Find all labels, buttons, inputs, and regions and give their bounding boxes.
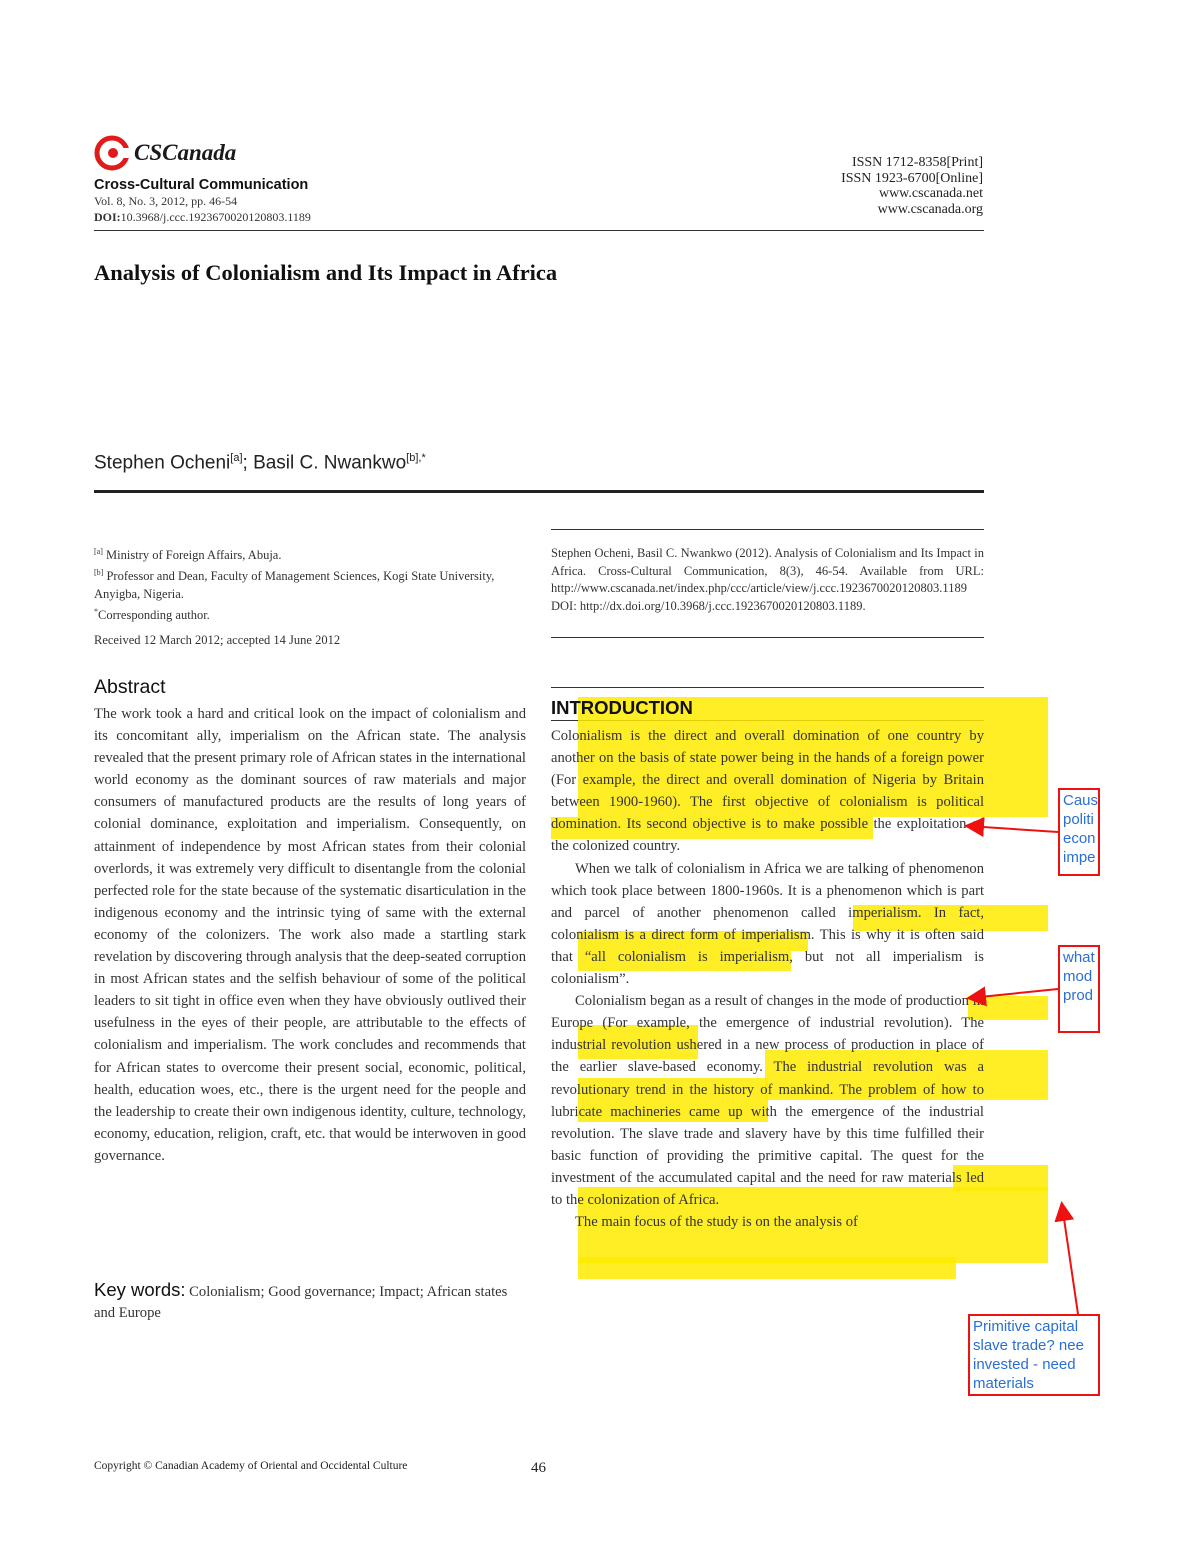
received-date: Received 12 March 2012; accepted 14 June 2012 xyxy=(94,633,341,647)
intro-paragraph-3: Colonialism began as a result of changes in the mode of production in Europe (For example, the emergence of industrial revolution). The industrial revolution ushered in a new process of production in place of the earlier slave-based economy. The industrial revolution was a revolutionary trend in the history of mankind. The problem of how to lubricate machineries came up with the emergence of the industrial revolution. The slave trade and slavery have by this time fulfilled their basic function of providing the primitive capital. The quest for the investment of the accumulated capital and the need for raw materials led to the colonization of Africa. xyxy=(551,993,984,1208)
page-number: 46 xyxy=(531,1460,546,1476)
author-1-sup: [a] xyxy=(230,452,243,464)
author-2: Basil C. Nwankwo xyxy=(253,452,407,474)
brand-name: CSCanada xyxy=(134,140,237,165)
author-line: Stephen Ocheni[a]; Basil C. Nwankwo$^{[b],*}$ xyxy=(94,452,426,474)
corresponding-note: *Corresponding author. xyxy=(94,607,210,623)
citation-text: Stephen Ocheni, Basil C. Nwankwo (2012). Analysis of Colonialism and Its Impact in Africa. Cross-Cultural Communication, 8(3), 46-54. Available from URL: http://www.cscanada.net/index.php/ccc/article/view/j.ccc.1923670020120803.1189 DOI: http://dx.doi.org/10.3968/j.ccc.1923670020120803.1189. xyxy=(551,546,984,613)
affiliation-b: [b] Professor and Dean, Faculty of Management Sciences, Kogi State University, Anyigba, Nigeria. xyxy=(94,568,495,602)
connector-arrow-3 xyxy=(1062,1205,1078,1314)
abstract-text: The work took a hard and critical look on the impact of colonialism and its concomitant ally, imperialism on the African state. The analysis revealed that the present primary role of African states in the international world economy as the dominant sources of raw materials and major consumers of manufactured products are the results of long years of colonial dominance, exploitation and imperialism. Consequently, on attainment of independence by most African states from their colonial overlords, it was extremely very difficult to disentangle from the colonial perfected role for the state because of the systematic disarticulation in the indigenous economy and the intrinsic tying of same with the external economy of the colonizers. The work also made a startling stark revelation by discovering through analysis that the deep-seated corruption in most African states and the selfish behaviour of some of the political leaders to sit tight in office even when they have obviously outlived their usefulness in the eyes of their people, are attributable to the effects of colonialism and imperialism. The work concludes and recommends that for African states to overcome their present social, economic, political, health, education woes, etc., there is the urgent need for the people and the leadership to create their own indigenous identity, culture, technology, economy, education, religion, craft, etc. that would be interwoven in good governance. xyxy=(94,706,527,1164)
comment-note-2[interactable]: what mod prod xyxy=(1058,945,1100,1033)
url-net[interactable]: www.cscanada.net xyxy=(878,186,983,201)
url-org[interactable]: www.cscanada.org xyxy=(877,201,983,217)
affiliation-a: [a] Ministry of Foreign Affairs, Abuja. xyxy=(94,547,282,563)
abstract-heading: Abstract xyxy=(94,676,166,698)
paper-title: Analysis of Colonialism and Its Impact in Africa xyxy=(94,260,558,285)
author-1: Stephen Ocheni xyxy=(94,452,231,474)
volume-line: Vol. 8, No. 3, 2012, pp. 46-54 xyxy=(94,194,238,208)
comment-note-3[interactable]: Primitive capital slave trade? nee invested - need materials xyxy=(968,1314,1100,1396)
intro-paragraph-1: Colonialism is the direct and overall domination of one country by another on the basis of state power being in the hands of a foreign power (For example, the direct and overall domination of Nigeria by Britain between 1900-1960). The first objective of colonialism is political domination. Its second objective is to make possible the exploitation of the colonized country. xyxy=(551,728,984,855)
issn-print: ISSN 1712-8358[Print] xyxy=(851,155,983,170)
issn-online: ISSN 1923-6700[Online] xyxy=(841,170,983,186)
connector-arrow-1 xyxy=(968,826,1058,832)
author-2-sup: [b],* xyxy=(406,452,426,464)
doi-line: DOI:10.3968/j.ccc.1923670020120803.1189 xyxy=(94,210,311,224)
keywords-label: Key words: xyxy=(94,1279,186,1300)
journal-name: Cross-Cultural Communication xyxy=(94,177,309,193)
keywords-text: Colonialism; Good governance; Impact; African states and Europe xyxy=(94,1284,508,1321)
introduction-heading: INTRODUCTION xyxy=(551,697,693,718)
footer-copyright: Copyright © Canadian Academy of Oriental and Occidental Culture xyxy=(94,1460,408,1472)
comment-note-1[interactable]: Caus politi econ impe xyxy=(1058,788,1100,876)
intro-paragraph-4: The main focus of the study is on the analysis of xyxy=(575,1214,858,1231)
connector-arrow-2 xyxy=(970,989,1058,998)
intro-paragraph-2: When we talk of colonialism in Africa we are talking of phenomenon which took place between 1800-1960s. It is a phenomenon which is part and parcel of another phenomenon called imperialism. In fact, colonialism is a direct form of imperialism. This is why it is often said that “all colonialism is imperialism, but not all imperialism is colonialism”. xyxy=(551,860,984,988)
